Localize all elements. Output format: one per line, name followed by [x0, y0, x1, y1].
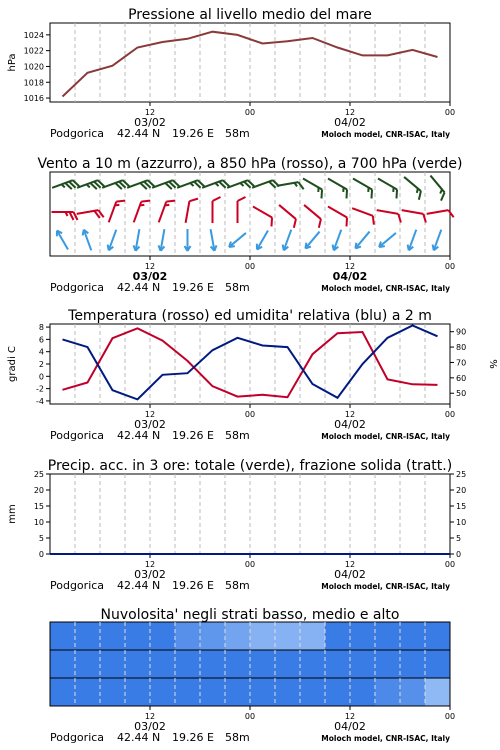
cloud-cell-medio [425, 650, 451, 678]
cloud-cell-medio [50, 650, 76, 678]
wind-barb-10m [377, 231, 398, 250]
cloud-cell-medio [300, 650, 326, 678]
cloud-cell-basso [50, 678, 76, 706]
wind-barb-flag [397, 214, 402, 223]
wind-barb-850hPa [186, 197, 198, 224]
pressure-time-tick-label: 00 [244, 108, 256, 117]
cloud-cell-medio [225, 650, 251, 678]
cloud-cell-basso [75, 678, 101, 706]
cloud-cell-alto [425, 622, 451, 650]
wind-barb-850hPa [249, 207, 276, 227]
wind-barb-flag [291, 219, 299, 228]
wind-barb-shaft [355, 232, 369, 249]
wind-barb-10m [227, 231, 248, 250]
temp_rh-y-tick-label: 0 [38, 372, 44, 382]
wind-barb-700hPa [202, 179, 229, 195]
cloud-cell-basso [325, 678, 351, 706]
location-lon: 19.26 E [172, 579, 214, 592]
wind-date-label: 03/02 [132, 270, 168, 283]
wind-barb-10m [431, 229, 444, 252]
clouds-date-label: 03/02 [134, 720, 166, 733]
wind-barb-700hPa [252, 179, 279, 195]
location-name: Podgorica [50, 429, 105, 442]
wind-barb-10m [353, 230, 372, 251]
cloud-cell-basso [125, 678, 151, 706]
wind-barb-flag [238, 197, 246, 201]
wind-barb-flag [268, 218, 275, 227]
temp_rh-y-tick-label: 2 [38, 360, 44, 369]
pressure-ylabel: hPa [7, 53, 18, 72]
wind-barb-700hPa [424, 176, 447, 201]
wind-barb-shaft [57, 230, 68, 249]
wind-barb-700hPa [77, 179, 104, 195]
wind-barb-shaft [379, 233, 396, 247]
wind-barb-flag [189, 197, 198, 202]
cloud-cell-alto [225, 622, 251, 650]
wind-barb-850hPa [349, 208, 376, 224]
wind-barb-700hPa [177, 179, 204, 195]
location-lon: 19.26 E [172, 731, 214, 744]
pressure-frame [50, 23, 450, 102]
wind-barb-flag [166, 198, 175, 204]
location-name: Podgorica [50, 579, 105, 592]
cloud-cell-medio [325, 650, 351, 678]
cloud-cell-alto [175, 622, 201, 650]
clouds-title: Nuvolosita' negli strati basso, medio e alto [100, 607, 400, 623]
wind-time-tick-label: 12 [344, 262, 356, 271]
wind-barb-700hPa [102, 179, 129, 195]
wind-barb-700hPa [52, 179, 79, 195]
precip-y-right-tick-label: 15 [456, 502, 467, 511]
cloud-cell-alto [250, 622, 276, 650]
temp_rh-y-tick-label: -2 [36, 384, 44, 394]
precip-title: Precip. acc. in 3 ore: totale (verde), frazione solida (tratt.) [47, 458, 453, 474]
clouds-time-tick-label: 12 [344, 712, 356, 721]
wind-barb-flag [70, 212, 74, 220]
wind-barb-700hPa [227, 179, 254, 195]
location-alt: 58m [225, 127, 250, 140]
precip-time-tick-label: 12 [144, 560, 156, 569]
temp_rh-y-right-tick-label: 90 [456, 327, 467, 337]
wind-barb-shaft [402, 210, 424, 214]
cloud-cell-basso [225, 678, 251, 706]
clouds-date-label: 04/02 [334, 720, 366, 733]
temp_rh-title: Temperatura (rosso) ed umidita' relativa (blu) a 2 m [68, 308, 432, 324]
cloud-cell-alto [150, 622, 176, 650]
wind-barb-850hPa [134, 198, 150, 225]
temp_rh-time-tick-label: 00 [244, 410, 256, 419]
model-credit: Moloch model, CNR-ISAC, Italy [321, 284, 450, 293]
wind-barb-850hPa [299, 205, 324, 228]
location-lat: 42.44 N [117, 429, 161, 442]
wind-barb-10m [208, 229, 218, 252]
wind-barb-flag [213, 197, 221, 201]
precip-y-tick-label: 10 [33, 518, 44, 527]
cloud-cell-basso [275, 678, 301, 706]
model-credit: Moloch model, CNR-ISAC, Italy [321, 734, 450, 743]
cloud-cell-basso [150, 678, 176, 706]
location-name: Podgorica [50, 281, 105, 294]
cloud-cell-medio [400, 650, 426, 678]
wind-barb-10m [54, 229, 70, 251]
cloud-cell-alto [400, 622, 426, 650]
location-alt: 58m [225, 579, 250, 592]
wind-barb-flag [316, 219, 324, 228]
pressure-date-label: 03/02 [134, 116, 166, 129]
temp_rh-y-tick-label: 4 [38, 347, 44, 357]
cloud-cell-alto [300, 622, 326, 650]
wind-barb-10m [281, 229, 294, 252]
location-name: Podgorica [50, 731, 105, 744]
model-credit: Moloch model, CNR-ISAC, Italy [321, 130, 450, 139]
location-alt: 58m [225, 281, 250, 294]
temp_rh-date-label: 03/02 [134, 418, 166, 431]
wind-barb-10m [406, 229, 419, 252]
wind-date-label: 04/02 [332, 270, 368, 283]
wind-barb-700hPa [152, 179, 179, 195]
wind-barb-850hPa [213, 197, 221, 223]
cloud-cell-basso [425, 678, 451, 706]
wind-barb-flag [141, 198, 150, 204]
wind-barb-850hPa [274, 205, 299, 228]
precip-y-tick-label: 15 [33, 502, 44, 511]
temp_rh-time-tick-label: 12 [344, 410, 356, 419]
cloud-cell-alto [50, 622, 76, 650]
wind-barb-10m [133, 229, 143, 252]
cloud-cell-medio [75, 650, 101, 678]
pressure-y-tick-label: 1024 [23, 30, 44, 40]
wind-barb-10m [81, 229, 94, 252]
precip-y-right-tick-label: 10 [456, 518, 467, 527]
location-lat: 42.44 N [117, 731, 161, 744]
wind-barb-flag [370, 216, 376, 225]
temp_rh-ylabel: gradi C [7, 346, 18, 382]
cloud-cell-alto [100, 622, 126, 650]
precip-time-tick-label: 00 [444, 560, 456, 569]
cloud-cell-basso [350, 678, 376, 706]
location-lat: 42.44 N [117, 579, 161, 592]
wind-time-tick-label: 00 [444, 262, 456, 271]
cloud-cell-basso [250, 678, 276, 706]
precip-y-tick-label: 25 [33, 470, 44, 479]
precip-ylabel: mm [7, 504, 18, 524]
temp_rh-y-right-tick-label: 50 [456, 389, 467, 399]
wind-barb-850hPa [400, 210, 427, 222]
model-credit: Moloch model, CNR-ISAC, Italy [321, 582, 450, 591]
pressure-time-tick-label: 12 [144, 108, 156, 117]
wind-barb-850hPa [324, 207, 351, 227]
wind-barb-flag [298, 181, 303, 190]
wind-barb-10m [185, 229, 191, 251]
wind-barb-10m [254, 229, 270, 251]
precip-y-tick-label: 20 [33, 486, 44, 495]
wind-barb-700hPa [127, 179, 154, 195]
cloud-cell-basso [200, 678, 226, 706]
clouds-time-tick-label: 00 [444, 712, 456, 721]
wind-barb-shaft [427, 210, 449, 214]
wind-barb-flag [438, 192, 447, 200]
pressure-y-tick-label: 1020 [23, 62, 44, 72]
wind-barb-700hPa [399, 177, 424, 200]
cloud-cell-medio [175, 650, 201, 678]
temp_rh-date-label: 04/02 [334, 418, 366, 431]
wind-barb-850hPa [52, 212, 78, 220]
pressure-y-tick-label: 1022 [23, 46, 44, 56]
location-lat: 42.44 N [117, 127, 161, 140]
pressure-date-label: 04/02 [334, 116, 366, 129]
cloud-cell-alto [325, 622, 351, 650]
wind-barb-850hPa [159, 198, 175, 225]
wind-barb-shaft [305, 232, 319, 249]
clouds-time-tick-label: 00 [244, 712, 256, 721]
clouds-time-tick-label: 12 [144, 712, 156, 721]
wind-barb-850hPa [109, 198, 125, 225]
location-name: Podgorica [50, 127, 105, 140]
pressure-y-tick-label: 1018 [23, 78, 44, 88]
temp_rh-y-right-tick-label: 60 [456, 373, 467, 383]
wind-barb-shaft [229, 233, 246, 247]
temp_rh-y-tick-label: 8 [38, 323, 44, 333]
wind-barb-700hPa [374, 179, 401, 199]
temp_rh-y-tick-label: -4 [36, 396, 44, 406]
model-credit: Moloch model, CNR-ISAC, Italy [321, 432, 450, 441]
cloud-cell-alto [125, 622, 151, 650]
wind-barb-shaft [279, 205, 296, 219]
location-lon: 19.26 E [172, 429, 214, 442]
location-alt: 58m [225, 429, 250, 442]
precip-time-tick-label: 12 [344, 560, 356, 569]
cloud-cell-medio [250, 650, 276, 678]
wind-barb-850hPa [375, 210, 402, 222]
cloud-cell-alto [200, 622, 226, 650]
cloud-cell-medio [125, 650, 151, 678]
wind-barb-shaft [257, 230, 268, 249]
precip-y-right-tick-label: 5 [456, 534, 462, 543]
cloud-cell-alto [375, 622, 401, 650]
location-lon: 19.26 E [172, 127, 214, 140]
cloud-cell-medio [350, 650, 376, 678]
wind-barb-flag [422, 214, 427, 223]
wind-barb-10m [331, 229, 344, 252]
precip-y-tick-label: 5 [38, 534, 44, 543]
wind-barb-10m [106, 229, 119, 252]
precip-time-tick-label: 00 [244, 560, 256, 569]
wind-barb-shaft [377, 210, 399, 214]
cloud-cell-alto [275, 622, 301, 650]
wind-barb-flag [448, 209, 453, 218]
wind-barb-850hPa [238, 197, 246, 223]
wind-barb-shaft [352, 208, 373, 216]
temp_rh-y-right-tick-label: 80 [456, 343, 467, 353]
precip-date-label: 04/02 [334, 568, 366, 581]
precip-y-right-tick-label: 25 [456, 470, 467, 479]
cloud-cell-medio [150, 650, 176, 678]
wind-barb-flag [116, 198, 125, 204]
precip-date-label: 03/02 [134, 568, 166, 581]
pressure-time-tick-label: 00 [444, 108, 456, 117]
cloud-cell-basso [375, 678, 401, 706]
wind-barb-shaft [328, 207, 347, 218]
location-lat: 42.44 N [117, 281, 161, 294]
pressure-time-tick-label: 12 [344, 108, 356, 117]
wind-barb-flag [343, 218, 350, 227]
temp_rh-y-right-tick-label: 70 [456, 358, 467, 368]
wind-time-tick-label: 00 [244, 262, 256, 271]
wind-barb-10m [303, 230, 322, 251]
precip-y-tick-label: 0 [38, 550, 44, 559]
location-alt: 58m [225, 731, 250, 744]
cloud-cell-medio [275, 650, 301, 678]
cloud-cell-medio [200, 650, 226, 678]
cloud-cell-basso [100, 678, 126, 706]
cloud-cell-medio [375, 650, 401, 678]
temp_rh-time-tick-label: 00 [444, 410, 456, 419]
cloud-cell-alto [350, 622, 376, 650]
wind-barb-700hPa [349, 179, 376, 199]
wind-barb-shaft [304, 205, 321, 219]
wind-barb-700hPa [324, 179, 351, 199]
cloud-cell-medio [100, 650, 126, 678]
wind-title: Vento a 10 m (azzurro), a 850 hPa (rosso), a 700 hPa (verde) [37, 156, 463, 172]
precip-y-right-tick-label: 0 [456, 550, 462, 559]
cloud-cell-alto [75, 622, 101, 650]
temp_rh-ylabel-right: % [487, 359, 498, 369]
cloud-cell-basso [300, 678, 326, 706]
wind-barb-shaft [253, 207, 272, 218]
wind-time-tick-label: 12 [144, 262, 156, 271]
precip-y-right-tick-label: 20 [456, 486, 467, 495]
precip-frame [50, 474, 450, 554]
pressure-y-tick-label: 1016 [23, 94, 44, 104]
temp_rh-y-tick-label: 6 [38, 335, 44, 345]
wind-barb-shaft [186, 201, 190, 223]
temp_rh-time-tick-label: 12 [144, 410, 156, 419]
cloud-cell-basso [400, 678, 426, 706]
wind-barb-10m [158, 229, 168, 252]
cloud-cell-basso [175, 678, 201, 706]
location-lon: 19.26 E [172, 281, 214, 294]
pressure-title: Pressione al livello medio del mare [128, 7, 372, 23]
